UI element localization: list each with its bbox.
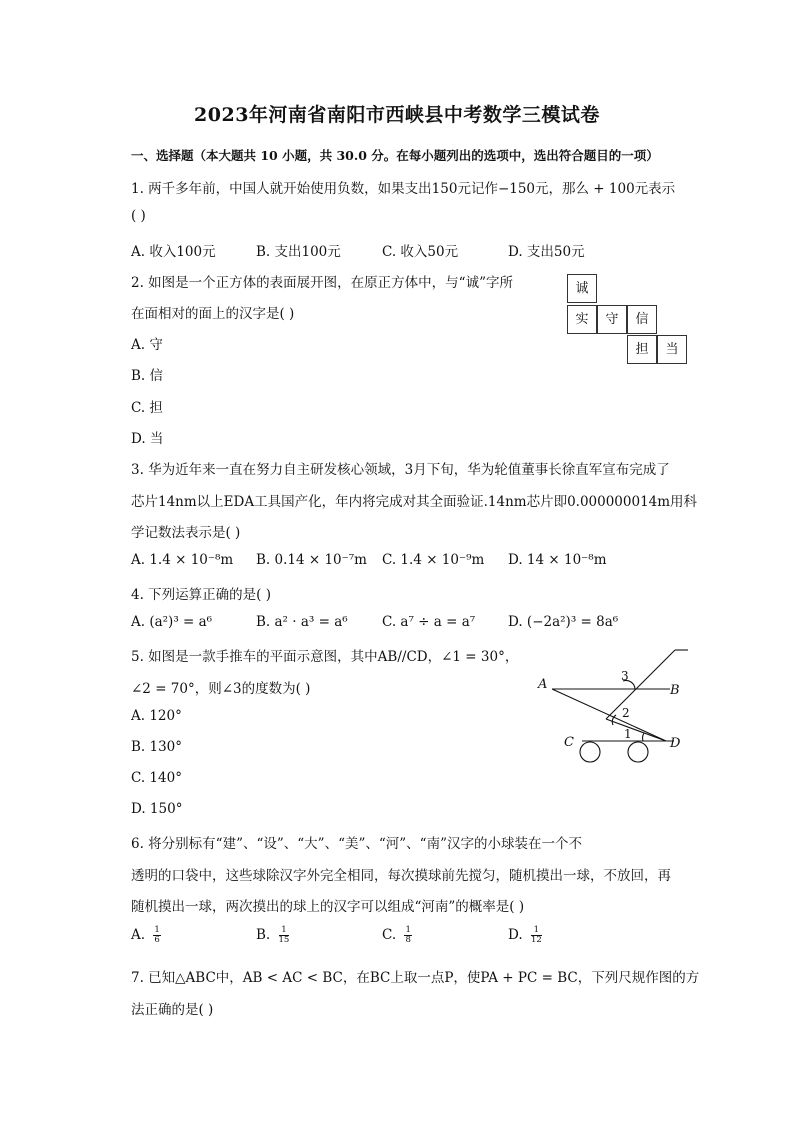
option-label: C. xyxy=(382,927,397,943)
q2-option-b[interactable]: B. 信 xyxy=(131,368,164,384)
label-b: B xyxy=(670,683,680,698)
q3-option-b[interactable]: B. 0.14 × 10⁻⁷m xyxy=(256,552,367,568)
q3-option-a[interactable]: A. 1.4 × 10⁻⁸m xyxy=(131,552,234,568)
label-d: D xyxy=(670,736,681,751)
q4-stem-line1: 4. 下列运算正确的是( ) xyxy=(131,587,271,603)
q4-option-b[interactable]: B. a² · a³ = a⁶ xyxy=(256,614,348,630)
q1-stem-line1: 1. 两千多年前，中国人就开始使用负数，如果支出150元记作−150元，那么 + 100元表示 xyxy=(131,181,676,197)
label-angle3: 3 xyxy=(621,669,629,683)
q4-option-c[interactable]: C. a⁷ ÷ a = a⁷ xyxy=(382,614,476,630)
q6-stem-line3: 随机摸出一球，两次摸出的球上的汉字可以组成“河南”的概率是( ) xyxy=(131,899,525,915)
q1-option-a[interactable]: A. 收入100元 xyxy=(131,244,216,260)
net-cell: 实 xyxy=(567,305,597,334)
q5-option-a[interactable]: A. 120° xyxy=(131,708,182,724)
q6-stem-line1: 6. 将分别标有“建”、“设”、“大”、“美”、“河”、“南”汉字的小球装在一个不 xyxy=(131,836,582,852)
fraction xyxy=(153,926,160,945)
numerator: 1 xyxy=(154,925,160,935)
denominator: 6 xyxy=(154,935,160,945)
net-cell: 守 xyxy=(597,305,627,334)
q2-option-c[interactable]: C. 担 xyxy=(131,400,163,416)
denominator: 15 xyxy=(278,935,290,945)
q2-option-d[interactable]: D. 当 xyxy=(131,431,164,447)
q6-option-a[interactable] xyxy=(131,926,161,945)
label-angle2: 2 xyxy=(622,706,630,720)
q1-stem-line2: ( ) xyxy=(131,208,146,224)
q6-stem-line2: 透明的口袋中，这些球除汉字外完全相同，每次摸球前先搅匀，随机摸出一球，不放回，再 xyxy=(131,868,671,884)
q1-option-c[interactable]: C. 收入50元 xyxy=(382,244,459,260)
q6-option-d[interactable] xyxy=(508,926,542,945)
fraction xyxy=(531,926,542,945)
net-cell: 诚 xyxy=(567,274,597,303)
option-label: B. xyxy=(256,927,271,943)
denominator: 8 xyxy=(405,935,411,945)
net-cell: 担 xyxy=(627,335,657,364)
label-c: C xyxy=(564,735,574,750)
net-cell: 信 xyxy=(627,305,657,334)
label-angle1: 1 xyxy=(624,727,632,741)
q3-option-c[interactable]: C. 1.4 × 10⁻⁹m xyxy=(382,552,485,568)
denominator: 12 xyxy=(530,935,542,945)
q3-option-d[interactable]: D. 14 × 10⁻⁸m xyxy=(508,552,607,568)
option-label: D. xyxy=(508,927,523,943)
wheel-right xyxy=(628,742,648,762)
brace-line xyxy=(606,719,666,741)
numerator: 1 xyxy=(279,926,290,936)
q5-stem-line2: ∠2 = 70°，则∠3的度数为( ) xyxy=(131,681,311,697)
q7-stem-line1: 7. 已知△ABC中，AB < AC < BC，在BC上取一点P，使PA + PC = BC，下列尺规作图的方 xyxy=(131,970,700,986)
q6-option-c[interactable] xyxy=(382,926,412,945)
q7-stem-line2: 法正确的是( ) xyxy=(131,1002,214,1018)
option-label: A. xyxy=(131,927,146,943)
q5-option-c[interactable]: C. 140° xyxy=(131,770,182,786)
q5-stem-line1: 5. 如图是一款手推车的平面示意图，其中AB//CD，∠1 = 30°， xyxy=(131,649,519,665)
q4-option-d[interactable]: D. (−2a²)³ = 8a⁶ xyxy=(508,614,619,630)
q1-option-b[interactable]: B. 支出100元 xyxy=(256,244,341,260)
wheel-left xyxy=(580,742,600,762)
fraction xyxy=(279,926,290,945)
q3-stem-line3: 学记数法表示是( ) xyxy=(131,525,241,541)
q2-option-a[interactable]: A. 守 xyxy=(131,337,163,353)
q2-stem-line2: 在面相对的面上的汉字是( ) xyxy=(131,306,295,322)
cart-figure xyxy=(532,645,702,775)
handle-line xyxy=(606,650,675,719)
q5-option-d[interactable]: D. 150° xyxy=(131,801,183,817)
page-title: 2023年河南省南阳市西峡县中考数学三模试卷 xyxy=(194,104,600,126)
net-cell: 当 xyxy=(657,335,687,364)
q6-option-b[interactable] xyxy=(256,926,289,945)
q2-stem-line1: 2. 如图是一个正方体的表面展开图，在原正方体中，与“诚”字所 xyxy=(131,275,513,291)
label-a: A xyxy=(538,677,548,692)
q3-stem-line1: 3. 华为近年来一直在努力自主研发核心领域，3月下旬，华为轮值董事长徐直军宣布完成了 xyxy=(131,462,670,478)
angle1-arc xyxy=(643,733,644,741)
numerator: 1 xyxy=(405,925,411,935)
section-heading: 一、选择题（本大题共 10 小题，共 30.0 分。在每小题列出的选项中，选出符合题目的一项） xyxy=(131,148,659,163)
q1-option-d[interactable]: D. 支出50元 xyxy=(508,244,585,260)
fraction xyxy=(404,926,411,945)
line-ad xyxy=(552,689,666,741)
numerator: 1 xyxy=(531,926,542,936)
q4-option-a[interactable]: A. (a²)³ = a⁶ xyxy=(131,614,213,630)
q5-option-b[interactable]: B. 130° xyxy=(131,739,183,755)
q3-stem-line2: 芯片14nm以上EDA工具国产化，年内将完成对其全面验证.14nm芯片即0.000000014m用科 xyxy=(131,494,698,510)
